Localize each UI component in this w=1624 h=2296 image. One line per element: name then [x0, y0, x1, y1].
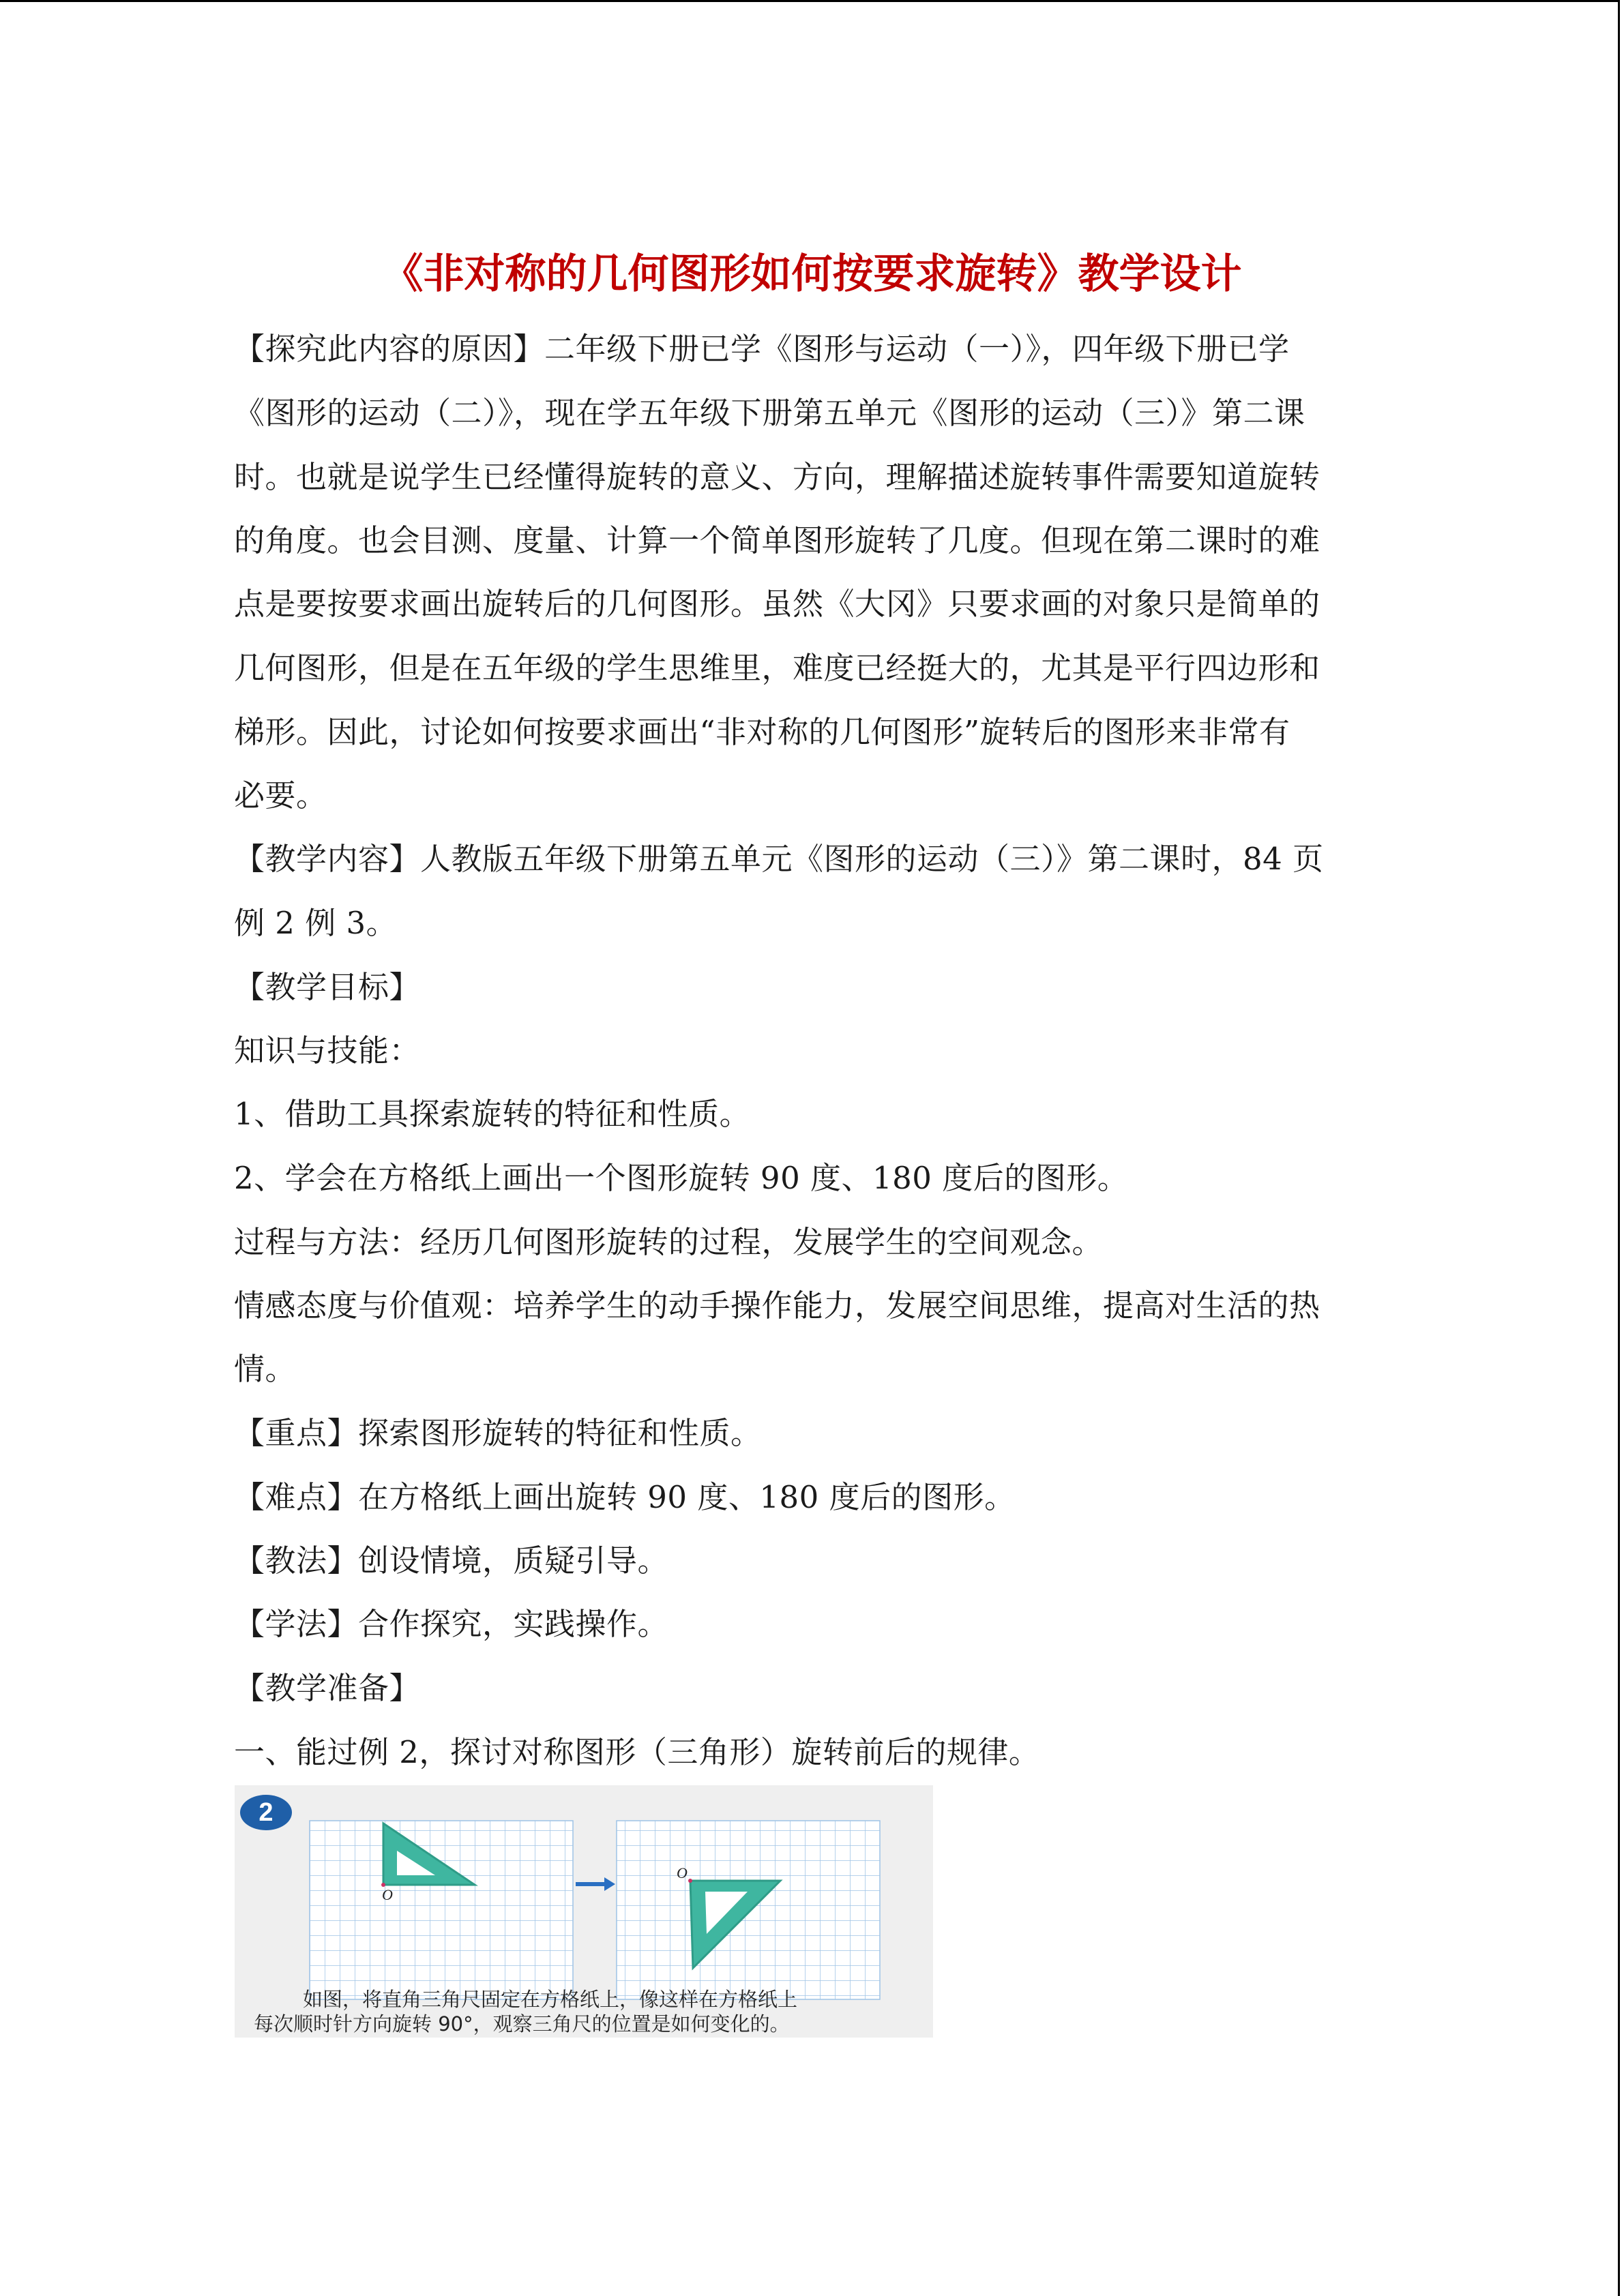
arrow-icon [576, 1877, 615, 1891]
paragraph-line: 一、能过例 2，探讨对称图形（三角形）旋转前后的规律。 [234, 1734, 1040, 1770]
paragraph-line: 情。 [234, 1351, 297, 1387]
paragraph-line: 《图形的运动（二）》，现在学五年级下册第五单元《图形的运动（三）》第二课 [234, 395, 1305, 431]
point-label-o-left: O [382, 1886, 393, 1903]
paragraph-line: 【难点】在方格纸上画出旋转 90 度、180 度后的图形。 [234, 1479, 1016, 1515]
document-title: 《非对称的几何图形如何按要求旋转》教学设计 [382, 250, 1242, 298]
paragraph-line: 时。也就是说学生已经懂得旋转的意义、方向，理解描述旋转事件需要知道旋转 [234, 459, 1320, 495]
paragraph-line: 点是要按要求画出旋转后的几何图形。虽然《大冈》只要求画的对象只是简单的 [234, 586, 1320, 622]
paragraph-line: 例 2 例 3。 [234, 905, 398, 941]
paragraph-line: 【教法】创设情境，质疑引导。 [234, 1542, 669, 1579]
paragraph-line: 【探究此内容的原因】二年级下册已学《图形与运动（一）》，四年级下册已学 [234, 331, 1290, 367]
paragraph-line: 2、学会在方格纸上画出一个图形旋转 90 度、180 度后的图形。 [234, 1160, 1129, 1196]
paragraph-line: 【教学内容】人教版五年级下册第五单元《图形的运动（三）》第二课时，84 页 [234, 841, 1324, 877]
paragraph-line: 的角度。也会目测、度量、计算一个简单图形旋转了几度。但现在第二课时的难 [234, 522, 1320, 558]
figure-caption-line-2: 每次顺时针方向旋转 90°，观察三角尺的位置是如何变化的。 [254, 2012, 790, 2036]
paragraph-line: 过程与方法：经历几何图形旋转的过程，发展学生的空间观念。 [234, 1224, 1104, 1260]
paragraph-line: 情感态度与价值观：培养学生的动手操作能力，发展空间思维，提高对生活的热 [234, 1287, 1320, 1324]
example-figure: 2 O O 如图，将直角三角尺固定在方格纸上，像这样在方格纸上 每次顺时针方向旋转 90°，观察三角尺的位置是如何变化的。 [235, 1785, 933, 2038]
section-heading: 【教学准备】 [234, 1670, 421, 1706]
paragraph-line: 1、借助工具探索旋转的特征和性质。 [234, 1096, 751, 1132]
point-label-o-right: O [677, 1864, 688, 1881]
paragraph-line: 【学法】合作探究，实践操作。 [234, 1606, 669, 1642]
paragraph-line: 梯形。因此，讨论如何按要求画出“非对称的几何图形”旋转后的图形来非常有 [234, 714, 1290, 750]
paragraph-line: 必要。 [234, 777, 327, 814]
figure-caption-line-1: 如图，将直角三角尺固定在方格纸上，像这样在方格纸上 [303, 1988, 798, 2011]
paragraph-line: 几何图形，但是在五年级的学生思维里，难度已经挺大的，尤其是平行四边形和 [234, 650, 1320, 686]
paragraph-line: 知识与技能： [234, 1032, 421, 1069]
section-heading: 【教学目标】 [234, 969, 421, 1005]
paragraph-line: 【重点】探索图形旋转的特征和性质。 [234, 1415, 762, 1451]
